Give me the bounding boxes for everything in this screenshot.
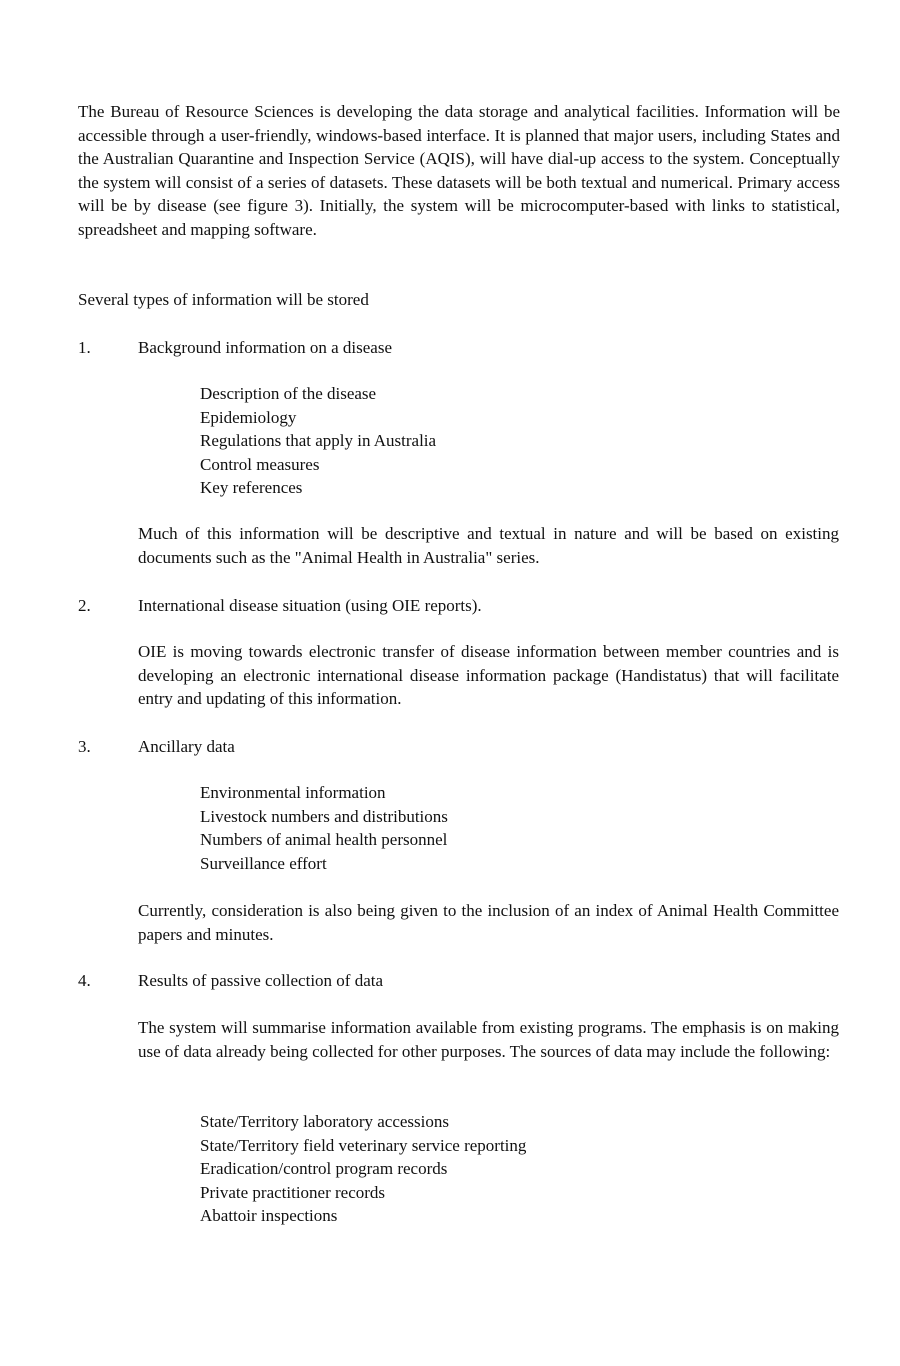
list-item: Numbers of animal health personnel: [200, 830, 448, 849]
list-item: Private practitioner records: [200, 1182, 386, 1202]
item-number: 2.: [78, 596, 91, 615]
list-item: Control measures: [200, 454, 320, 474]
item-1-note: Much of this information will be descriptive and textual in nature and will be based on existing documents such as the "Animal Health in Australia" series.: [138, 524, 839, 567]
item-title: Ancillary data: [138, 737, 235, 756]
item-title: Background information on a disease: [138, 338, 392, 357]
item-number: 3.: [78, 737, 91, 756]
intro-paragraph: The Bureau of Resource Sciences is developing the data storage and analytical facilities. Information will be accessible through a user-friendly, windows-based interface. It is planned that major users, including States and the Australian Quarantine and Inspection Service (AQIS), will have dial-up access to the system. Conceptually the system will consist of a series of datasets. These datasets will be both textual and numerical. Primary access will be by disease (see figure 3). Initially, the system will be microcomputer-based with links to statistical, spreadsheet and mapping software.: [78, 102, 840, 239]
item-4-subitems: [200, 1110, 526, 1228]
lead-sentence: Several types of information will be stored: [78, 290, 369, 309]
item-title: Results of passive collection of data: [138, 971, 384, 990]
list-item: State/Territory field veterinary service reporting: [200, 1135, 527, 1155]
item-1-subitems: [200, 382, 436, 500]
list-item: Environmental information: [200, 783, 386, 802]
list-item: Surveillance effort: [200, 853, 327, 873]
item-number: 4.: [78, 971, 91, 990]
item-4-note: The system will summarise information available from existing programs. The emphasis is on making use of data already being collected for other purposes. The sources of data may include the following:: [138, 1018, 839, 1061]
item-3-note: Currently, consideration is also being given to the inclusion of an index of Animal Health Committee papers and minutes.: [138, 901, 839, 944]
item-title: International disease situation (using OIE reports).: [138, 596, 482, 615]
item-2-note: OIE is moving towards electronic transfer of disease information between member countries and is developing an electronic international disease information package (Handistatus) that will facilitate entry and updating of this information.: [138, 642, 839, 708]
item-number: 1.: [78, 338, 91, 357]
list-item: Epidemiology: [200, 407, 297, 427]
list-item: Abattoir inspections: [200, 1206, 338, 1225]
item-3-subitems: [200, 781, 448, 875]
list-item: Livestock numbers and distributions: [200, 806, 448, 826]
list-item: Description of the disease: [200, 384, 377, 403]
list-item: Eradication/control program records: [200, 1159, 448, 1178]
list-item: Key references: [200, 478, 303, 497]
list-item: Regulations that apply in Australia: [200, 431, 437, 450]
list-item: State/Territory laboratory accessions: [200, 1112, 449, 1131]
